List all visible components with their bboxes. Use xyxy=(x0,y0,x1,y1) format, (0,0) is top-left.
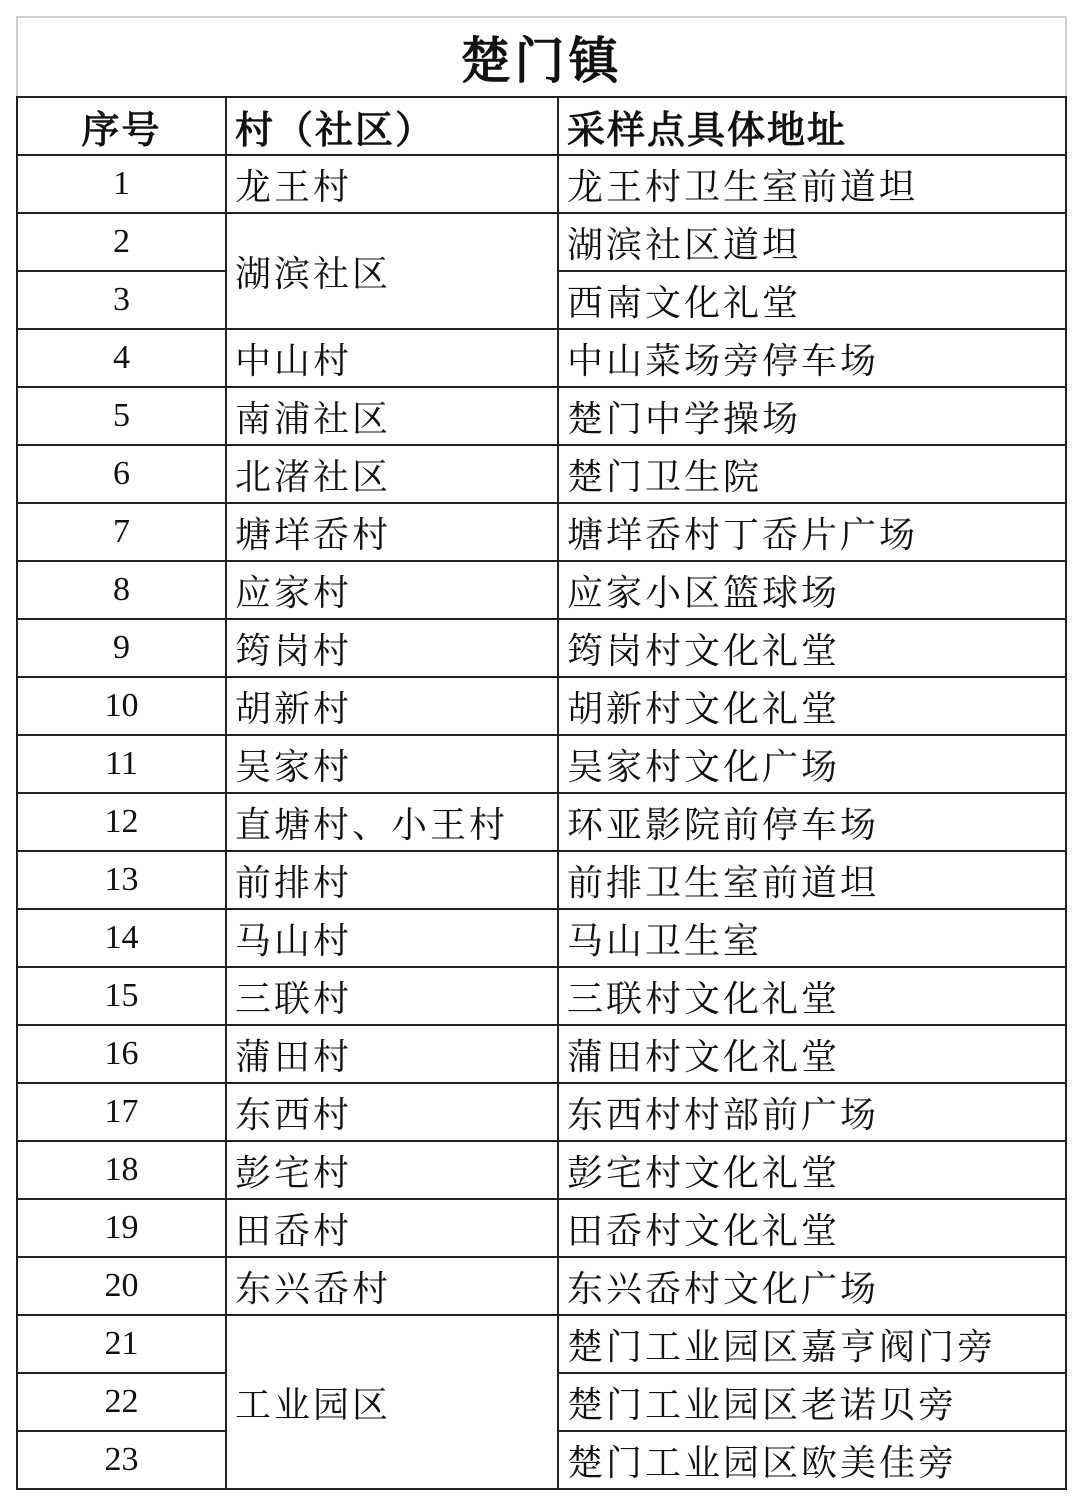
serial-number-cell: 11 xyxy=(17,735,226,793)
village-cell: 三联村 xyxy=(226,967,558,1025)
address-cell: 应家小区篮球场 xyxy=(558,561,1066,619)
serial-number-cell: 17 xyxy=(17,1083,226,1141)
table-row xyxy=(17,909,1066,967)
serial-number-cell: 21 xyxy=(17,1315,226,1373)
village-cell: 南浦社区 xyxy=(226,387,558,445)
address-cell: 东西村村部前广场 xyxy=(558,1083,1066,1141)
address-cell: 中山菜场旁停车场 xyxy=(558,329,1066,387)
village-cell: 彭宅村 xyxy=(226,1141,558,1199)
village-cell: 田岙村 xyxy=(226,1199,558,1257)
table-row xyxy=(17,735,1066,793)
address-cell: 湖滨社区道坦 xyxy=(558,213,1066,271)
table-row xyxy=(17,561,1066,619)
serial-number-cell: 5 xyxy=(17,387,226,445)
serial-number-cell: 22 xyxy=(17,1373,226,1431)
village-cell: 湖滨社区 xyxy=(226,213,558,329)
sampling-site-table xyxy=(16,16,1067,1490)
table-row xyxy=(17,967,1066,1025)
serial-number-cell: 13 xyxy=(17,851,226,909)
village-cell: 吴家村 xyxy=(226,735,558,793)
address-cell: 楚门卫生院 xyxy=(558,445,1066,503)
address-cell: 胡新村文化礼堂 xyxy=(558,677,1066,735)
village-cell: 蒲田村 xyxy=(226,1025,558,1083)
table-body xyxy=(17,155,1066,1489)
table-row xyxy=(17,213,1066,271)
village-cell: 应家村 xyxy=(226,561,558,619)
table-row xyxy=(17,387,1066,445)
table-title: 楚门镇 xyxy=(17,17,1066,97)
serial-number-cell: 19 xyxy=(17,1199,226,1257)
serial-number-cell: 18 xyxy=(17,1141,226,1199)
address-cell: 蒲田村文化礼堂 xyxy=(558,1025,1066,1083)
village-cell: 中山村 xyxy=(226,329,558,387)
serial-number-cell: 6 xyxy=(17,445,226,503)
village-cell: 塘垟岙村 xyxy=(226,503,558,561)
serial-number-cell: 4 xyxy=(17,329,226,387)
village-cell: 胡新村 xyxy=(226,677,558,735)
village-cell: 东西村 xyxy=(226,1083,558,1141)
address-cell: 彭宅村文化礼堂 xyxy=(558,1141,1066,1199)
address-cell: 筠岗村文化礼堂 xyxy=(558,619,1066,677)
village-cell: 马山村 xyxy=(226,909,558,967)
village-cell: 直塘村、小王村 xyxy=(226,793,558,851)
table-row xyxy=(17,445,1066,503)
table-row xyxy=(17,1315,1066,1373)
table-row xyxy=(17,1141,1066,1199)
address-cell: 前排卫生室前道坦 xyxy=(558,851,1066,909)
serial-number-cell: 8 xyxy=(17,561,226,619)
table-row xyxy=(17,503,1066,561)
address-cell: 西南文化礼堂 xyxy=(558,271,1066,329)
header-address: 采样点具体地址 xyxy=(558,97,1066,155)
address-cell: 龙王村卫生室前道坦 xyxy=(558,155,1066,213)
serial-number-cell: 9 xyxy=(17,619,226,677)
serial-number-cell: 14 xyxy=(17,909,226,967)
table-row xyxy=(17,851,1066,909)
serial-number-cell: 2 xyxy=(17,213,226,271)
header-row xyxy=(17,97,1066,155)
village-cell: 工业园区 xyxy=(226,1315,558,1489)
table-row xyxy=(17,1083,1066,1141)
table-row xyxy=(17,329,1066,387)
address-cell: 楚门工业园区嘉亨阀门旁 xyxy=(558,1315,1066,1373)
table-row xyxy=(17,619,1066,677)
serial-number-cell: 23 xyxy=(17,1431,226,1489)
village-cell: 东兴岙村 xyxy=(226,1257,558,1315)
serial-number-cell: 1 xyxy=(17,155,226,213)
serial-number-cell: 10 xyxy=(17,677,226,735)
serial-number-cell: 3 xyxy=(17,271,226,329)
address-cell: 东兴岙村文化广场 xyxy=(558,1257,1066,1315)
table-row xyxy=(17,677,1066,735)
table-row xyxy=(17,1199,1066,1257)
address-cell: 楚门中学操场 xyxy=(558,387,1066,445)
serial-number-cell: 12 xyxy=(17,793,226,851)
address-cell: 吴家村文化广场 xyxy=(558,735,1066,793)
header-serial-number: 序号 xyxy=(17,97,226,155)
serial-number-cell: 20 xyxy=(17,1257,226,1315)
header-village: 村（社区） xyxy=(226,97,558,155)
address-cell: 楚门工业园区老诺贝旁 xyxy=(558,1373,1066,1431)
serial-number-cell: 7 xyxy=(17,503,226,561)
village-cell: 前排村 xyxy=(226,851,558,909)
table-row xyxy=(17,1257,1066,1315)
table-row xyxy=(17,1025,1066,1083)
village-cell: 筠岗村 xyxy=(226,619,558,677)
address-cell: 环亚影院前停车场 xyxy=(558,793,1066,851)
title-row xyxy=(17,17,1066,97)
address-cell: 楚门工业园区欧美佳旁 xyxy=(558,1431,1066,1489)
table-row xyxy=(17,155,1066,213)
village-cell: 北渚社区 xyxy=(226,445,558,503)
serial-number-cell: 16 xyxy=(17,1025,226,1083)
address-cell: 塘垟岙村丁岙片广场 xyxy=(558,503,1066,561)
address-cell: 马山卫生室 xyxy=(558,909,1066,967)
serial-number-cell: 15 xyxy=(17,967,226,1025)
table-row xyxy=(17,793,1066,851)
village-cell: 龙王村 xyxy=(226,155,558,213)
address-cell: 田岙村文化礼堂 xyxy=(558,1199,1066,1257)
address-cell: 三联村文化礼堂 xyxy=(558,967,1066,1025)
